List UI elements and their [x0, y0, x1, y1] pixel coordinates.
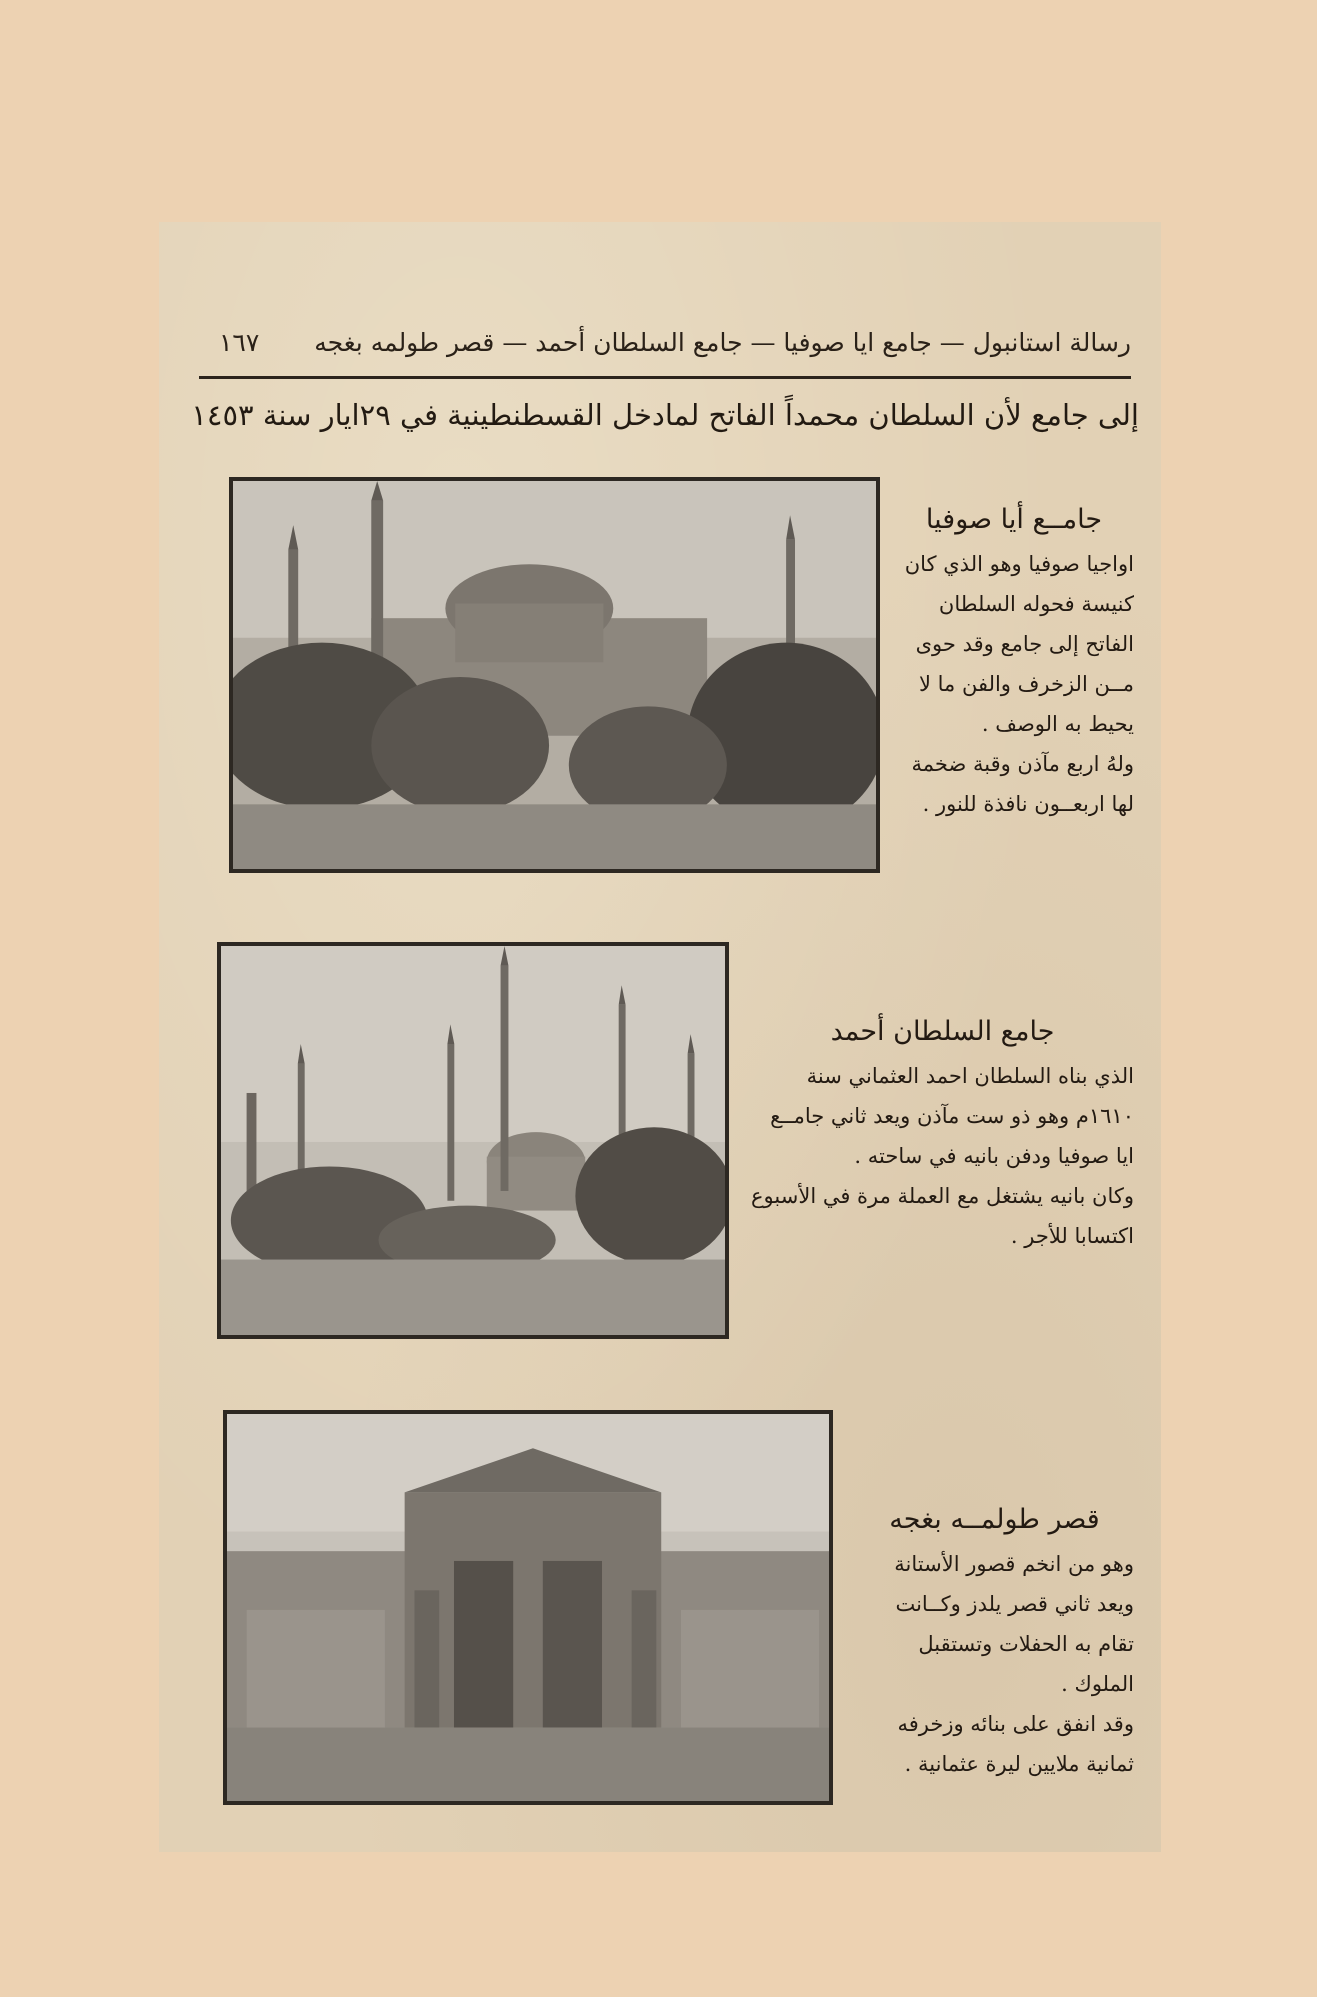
section-paragraph: وكان بانيه يشتغل مع العملة مرة في الأسبوع اكتسابا للأجر .	[751, 1184, 1134, 1248]
hagia-sophia-photo	[229, 477, 880, 873]
hagia-sophia-caption	[894, 500, 1134, 824]
section-paragraph: ولهُ اربع مآذن وقبة ضخمة لها اربعــون نافذة للنور .	[911, 752, 1134, 816]
running-header	[219, 322, 1131, 362]
sultan-ahmed-mosque-photo	[217, 942, 729, 1339]
section-title: جامــع أيا صوفيا	[925, 504, 1103, 535]
section-title: قصر طولمــه بغجه	[889, 1504, 1100, 1535]
dolmabahce-palace-photo	[223, 1410, 833, 1805]
running-title: رسالة استانبول — جامع ايا صوفيا — جامع السلطان أحمد — قصر طولمه بغجه	[314, 327, 1131, 357]
dolmabahce-caption	[855, 1500, 1134, 1784]
section-paragraph: وهو من انخم قصور الأستانة ويعد ثاني قصر يلدز وكــانت تقام به الحفلات وتستقبل الملوك .	[894, 1552, 1134, 1696]
header-rule	[199, 376, 1131, 379]
page-number: ١٦٧	[219, 327, 260, 357]
section-paragraph: اواجيا صوفيا وهو الذي كان كنيسة فحوله السلطان الفاتح إلى جامع وقد حوى مــن الزخرف والفن ما لا يحيط به الوصف .	[904, 552, 1134, 736]
section-paragraph: الذي بناه السلطان احمد العثماني سنة ١٦١٠م وهو ذو ست مآذن ويعد ثاني جامــع ايا صوفيا ودفن بانيه في ساحته .	[770, 1064, 1134, 1168]
section-paragraph: وقد انفق على بنائه وزخرفه ثمانية ملايين ليرة عثمانية .	[897, 1712, 1134, 1776]
sultan-ahmed-caption	[751, 1012, 1134, 1256]
lead-line: إلى جامع لأن السلطان محمداً الفاتح لمادخل القسطنطينية في ٢٩ايار سنة ١٤٥٣	[191, 398, 1139, 432]
section-title: جامع السلطان أحمد	[830, 1016, 1055, 1047]
document-page	[159, 222, 1161, 1852]
